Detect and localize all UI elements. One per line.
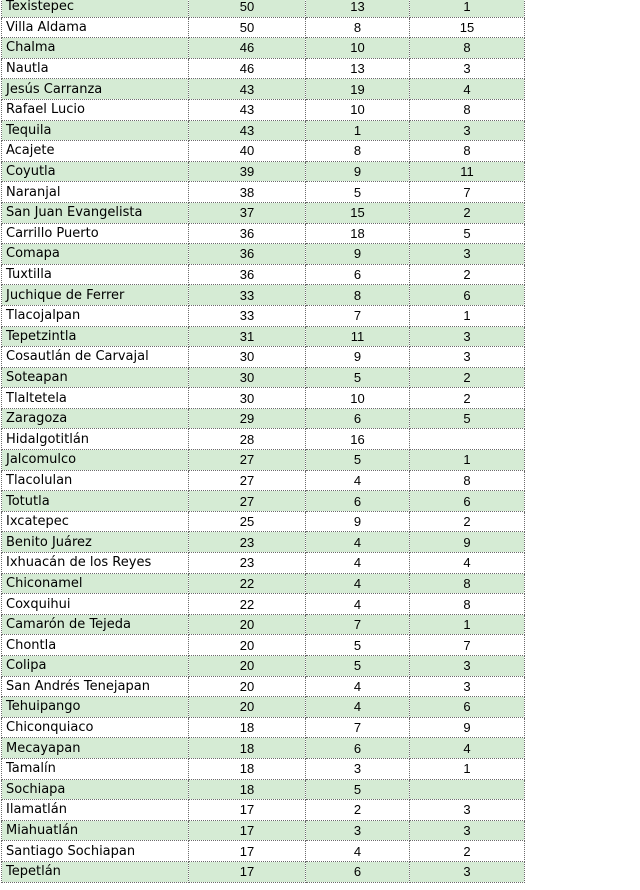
table-row bbox=[2, 367, 525, 388]
value-column-1-cell: 46 bbox=[189, 38, 306, 59]
value-column-2-cell: 13 bbox=[306, 58, 410, 79]
value-column-2-cell: 9 bbox=[306, 347, 410, 368]
table-row bbox=[2, 202, 525, 223]
table-row bbox=[2, 573, 525, 594]
value-column-1-cell: 43 bbox=[189, 99, 306, 120]
table-row bbox=[2, 861, 525, 882]
value-column-3-cell: 4 bbox=[410, 79, 525, 100]
value-column-1-cell: 43 bbox=[189, 120, 306, 141]
value-column-2-cell: 4 bbox=[306, 697, 410, 718]
value-column-1-cell: 50 bbox=[189, 0, 306, 17]
value-column-1-cell: 20 bbox=[189, 656, 306, 677]
value-column-2-cell: 6 bbox=[306, 408, 410, 429]
value-column-1-cell: 28 bbox=[189, 429, 306, 450]
municipality-name-cell: Colipa bbox=[2, 656, 189, 677]
value-column-2-cell: 4 bbox=[306, 532, 410, 553]
value-column-1-cell: 36 bbox=[189, 244, 306, 265]
value-column-3-cell: 3 bbox=[410, 120, 525, 141]
value-column-1-cell: 23 bbox=[189, 532, 306, 553]
value-column-1-cell: 17 bbox=[189, 800, 306, 821]
value-column-2-cell: 7 bbox=[306, 305, 410, 326]
value-column-2-cell: 15 bbox=[306, 202, 410, 223]
value-column-2-cell: 5 bbox=[306, 182, 410, 203]
value-column-3-cell: 2 bbox=[410, 841, 525, 862]
municipality-name-cell: Chiconamel bbox=[2, 573, 189, 594]
value-column-2-cell: 9 bbox=[306, 244, 410, 265]
table-row bbox=[2, 717, 525, 738]
municipality-name-cell: Santiago Sochiapan bbox=[2, 841, 189, 862]
value-column-3-cell: 1 bbox=[410, 758, 525, 779]
value-column-1-cell: 17 bbox=[189, 861, 306, 882]
value-column-1-cell: 31 bbox=[189, 326, 306, 347]
value-column-3-cell: 5 bbox=[410, 408, 525, 429]
value-column-2-cell: 8 bbox=[306, 285, 410, 306]
table-row bbox=[2, 17, 525, 38]
municipality-name-cell: Ixcatepec bbox=[2, 511, 189, 532]
value-column-1-cell: 33 bbox=[189, 285, 306, 306]
table-row bbox=[2, 800, 525, 821]
value-column-3-cell: 2 bbox=[410, 388, 525, 409]
value-column-1-cell: 18 bbox=[189, 779, 306, 800]
value-column-1-cell: 29 bbox=[189, 408, 306, 429]
value-column-1-cell: 33 bbox=[189, 305, 306, 326]
municipality-name-cell: Naranjal bbox=[2, 182, 189, 203]
value-column-2-cell: 9 bbox=[306, 161, 410, 182]
municipality-name-cell: Tlacolulan bbox=[2, 470, 189, 491]
value-column-2-cell: 18 bbox=[306, 223, 410, 244]
value-column-1-cell: 18 bbox=[189, 717, 306, 738]
value-column-1-cell: 43 bbox=[189, 79, 306, 100]
value-column-2-cell: 4 bbox=[306, 594, 410, 615]
value-column-3-cell: 3 bbox=[410, 861, 525, 882]
value-column-2-cell: 4 bbox=[306, 573, 410, 594]
table-row bbox=[2, 429, 525, 450]
value-column-2-cell: 5 bbox=[306, 635, 410, 656]
value-column-2-cell: 7 bbox=[306, 717, 410, 738]
value-column-1-cell: 20 bbox=[189, 676, 306, 697]
municipality-name-cell: Cosautlán de Carvajal bbox=[2, 347, 189, 368]
table-row bbox=[2, 820, 525, 841]
table-row bbox=[2, 58, 525, 79]
municipality-name-cell: Zaragoza bbox=[2, 408, 189, 429]
value-column-3-cell: 2 bbox=[410, 367, 525, 388]
value-column-2-cell: 4 bbox=[306, 553, 410, 574]
municipality-name-cell: Rafael Lucio bbox=[2, 99, 189, 120]
table-row bbox=[2, 388, 525, 409]
table-row bbox=[2, 553, 525, 574]
value-column-2-cell: 5 bbox=[306, 450, 410, 471]
table-row bbox=[2, 264, 525, 285]
table-row bbox=[2, 120, 525, 141]
value-column-3-cell: 1 bbox=[410, 450, 525, 471]
municipality-name-cell: Chiconquiaco bbox=[2, 717, 189, 738]
municipality-name-cell: Tamalín bbox=[2, 758, 189, 779]
table-row bbox=[2, 841, 525, 862]
value-column-1-cell: 38 bbox=[189, 182, 306, 203]
value-column-2-cell: 6 bbox=[306, 861, 410, 882]
table-row bbox=[2, 532, 525, 553]
value-column-3-cell: 5 bbox=[410, 223, 525, 244]
municipality-name-cell: Totutla bbox=[2, 491, 189, 512]
value-column-3-cell: 8 bbox=[410, 594, 525, 615]
municipality-name-cell: Jesús Carranza bbox=[2, 79, 189, 100]
value-column-2-cell: 10 bbox=[306, 38, 410, 59]
value-column-3-cell bbox=[410, 429, 525, 450]
value-column-1-cell: 17 bbox=[189, 841, 306, 862]
value-column-3-cell: 1 bbox=[410, 614, 525, 635]
value-column-1-cell: 22 bbox=[189, 594, 306, 615]
table-body bbox=[2, 0, 525, 882]
value-column-3-cell: 3 bbox=[410, 326, 525, 347]
municipality-name-cell: Jalcomulco bbox=[2, 450, 189, 471]
value-column-2-cell: 3 bbox=[306, 820, 410, 841]
municipality-name-cell: Ixhuacán de los Reyes bbox=[2, 553, 189, 574]
value-column-3-cell: 6 bbox=[410, 491, 525, 512]
municipality-name-cell: Mecayapan bbox=[2, 738, 189, 759]
value-column-1-cell: 20 bbox=[189, 614, 306, 635]
value-column-2-cell: 5 bbox=[306, 367, 410, 388]
value-column-1-cell: 27 bbox=[189, 491, 306, 512]
table-row bbox=[2, 223, 525, 244]
value-column-1-cell: 50 bbox=[189, 17, 306, 38]
municipality-name-cell: Camarón de Tejeda bbox=[2, 614, 189, 635]
table-row bbox=[2, 635, 525, 656]
value-column-2-cell: 6 bbox=[306, 491, 410, 512]
table-row bbox=[2, 141, 525, 162]
value-column-3-cell: 3 bbox=[410, 347, 525, 368]
value-column-2-cell: 4 bbox=[306, 470, 410, 491]
value-column-3-cell: 1 bbox=[410, 0, 525, 17]
value-column-3-cell: 15 bbox=[410, 17, 525, 38]
municipality-name-cell: Tepetlán bbox=[2, 861, 189, 882]
value-column-3-cell: 4 bbox=[410, 738, 525, 759]
table-row bbox=[2, 305, 525, 326]
value-column-3-cell: 1 bbox=[410, 305, 525, 326]
value-column-3-cell: 9 bbox=[410, 532, 525, 553]
table-row bbox=[2, 347, 525, 368]
value-column-2-cell: 6 bbox=[306, 738, 410, 759]
value-column-1-cell: 36 bbox=[189, 264, 306, 285]
table-row bbox=[2, 614, 525, 635]
value-column-1-cell: 18 bbox=[189, 738, 306, 759]
table-row bbox=[2, 697, 525, 718]
municipality-name-cell: Benito Juárez bbox=[2, 532, 189, 553]
table-row bbox=[2, 79, 525, 100]
value-column-1-cell: 27 bbox=[189, 470, 306, 491]
value-column-3-cell: 7 bbox=[410, 182, 525, 203]
municipality-name-cell: Tequila bbox=[2, 120, 189, 141]
value-column-3-cell: 3 bbox=[410, 800, 525, 821]
table-row bbox=[2, 38, 525, 59]
value-column-3-cell: 6 bbox=[410, 285, 525, 306]
municipality-name-cell: Carrillo Puerto bbox=[2, 223, 189, 244]
value-column-3-cell: 9 bbox=[410, 717, 525, 738]
table-row bbox=[2, 0, 525, 17]
value-column-3-cell: 3 bbox=[410, 58, 525, 79]
municipality-name-cell: Juchique de Ferrer bbox=[2, 285, 189, 306]
value-column-1-cell: 23 bbox=[189, 553, 306, 574]
municipality-name-cell: Chontla bbox=[2, 635, 189, 656]
municipality-name-cell: Nautla bbox=[2, 58, 189, 79]
value-column-3-cell: 3 bbox=[410, 244, 525, 265]
municipality-name-cell: Sochiapa bbox=[2, 779, 189, 800]
value-column-3-cell: 2 bbox=[410, 264, 525, 285]
value-column-2-cell: 8 bbox=[306, 141, 410, 162]
municipality-name-cell: Coxquihui bbox=[2, 594, 189, 615]
value-column-2-cell: 8 bbox=[306, 17, 410, 38]
municipality-name-cell: Tepetzintla bbox=[2, 326, 189, 347]
table-row bbox=[2, 326, 525, 347]
municipality-name-cell: Tlacojalpan bbox=[2, 305, 189, 326]
value-column-3-cell: 3 bbox=[410, 676, 525, 697]
municipality-name-cell: Soteapan bbox=[2, 367, 189, 388]
value-column-2-cell: 9 bbox=[306, 511, 410, 532]
municipality-name-cell: San Andrés Tenejapan bbox=[2, 676, 189, 697]
table-row bbox=[2, 594, 525, 615]
municipality-name-cell: Ilamatlán bbox=[2, 800, 189, 821]
value-column-1-cell: 40 bbox=[189, 141, 306, 162]
value-column-1-cell: 22 bbox=[189, 573, 306, 594]
value-column-3-cell: 6 bbox=[410, 697, 525, 718]
table-row bbox=[2, 285, 525, 306]
value-column-1-cell: 37 bbox=[189, 202, 306, 223]
value-column-2-cell: 4 bbox=[306, 841, 410, 862]
municipality-name-cell: Miahuatlán bbox=[2, 820, 189, 841]
value-column-2-cell: 2 bbox=[306, 800, 410, 821]
value-column-3-cell: 7 bbox=[410, 635, 525, 656]
table-row bbox=[2, 656, 525, 677]
table-row bbox=[2, 161, 525, 182]
value-column-1-cell: 18 bbox=[189, 758, 306, 779]
value-column-3-cell: 8 bbox=[410, 141, 525, 162]
municipality-name-cell: Chalma bbox=[2, 38, 189, 59]
value-column-1-cell: 30 bbox=[189, 388, 306, 409]
value-column-3-cell: 8 bbox=[410, 38, 525, 59]
municipality-table bbox=[1, 0, 525, 883]
value-column-1-cell: 46 bbox=[189, 58, 306, 79]
value-column-1-cell: 25 bbox=[189, 511, 306, 532]
value-column-3-cell: 11 bbox=[410, 161, 525, 182]
value-column-3-cell: 8 bbox=[410, 99, 525, 120]
value-column-3-cell bbox=[410, 779, 525, 800]
table-row bbox=[2, 779, 525, 800]
value-column-2-cell: 16 bbox=[306, 429, 410, 450]
value-column-2-cell: 10 bbox=[306, 388, 410, 409]
value-column-3-cell: 2 bbox=[410, 511, 525, 532]
municipality-name-cell: San Juan Evangelista bbox=[2, 202, 189, 223]
table-row bbox=[2, 676, 525, 697]
table-row bbox=[2, 491, 525, 512]
table-row bbox=[2, 450, 525, 471]
value-column-2-cell: 19 bbox=[306, 79, 410, 100]
table-row bbox=[2, 738, 525, 759]
table-row bbox=[2, 408, 525, 429]
value-column-1-cell: 30 bbox=[189, 367, 306, 388]
table-row bbox=[2, 511, 525, 532]
value-column-2-cell: 6 bbox=[306, 264, 410, 285]
value-column-3-cell: 3 bbox=[410, 656, 525, 677]
value-column-2-cell: 11 bbox=[306, 326, 410, 347]
value-column-3-cell: 4 bbox=[410, 553, 525, 574]
municipality-name-cell: Villa Aldama bbox=[2, 17, 189, 38]
municipality-name-cell: Tlaltetela bbox=[2, 388, 189, 409]
table-row bbox=[2, 182, 525, 203]
value-column-1-cell: 20 bbox=[189, 697, 306, 718]
value-column-1-cell: 20 bbox=[189, 635, 306, 656]
municipality-name-cell: Coyutla bbox=[2, 161, 189, 182]
municipality-name-cell: Tehuipango bbox=[2, 697, 189, 718]
municipality-name-cell: Comapa bbox=[2, 244, 189, 265]
value-column-2-cell: 10 bbox=[306, 99, 410, 120]
value-column-2-cell: 5 bbox=[306, 656, 410, 677]
value-column-3-cell: 3 bbox=[410, 820, 525, 841]
value-column-3-cell: 8 bbox=[410, 573, 525, 594]
municipality-name-cell: Hidalgotitlán bbox=[2, 429, 189, 450]
value-column-2-cell: 5 bbox=[306, 779, 410, 800]
value-column-3-cell: 8 bbox=[410, 470, 525, 491]
value-column-1-cell: 36 bbox=[189, 223, 306, 244]
municipality-name-cell: Texistepec bbox=[2, 0, 189, 17]
value-column-2-cell: 3 bbox=[306, 758, 410, 779]
table-row bbox=[2, 758, 525, 779]
table-row bbox=[2, 99, 525, 120]
value-column-3-cell: 2 bbox=[410, 202, 525, 223]
municipality-name-cell: Tuxtilla bbox=[2, 264, 189, 285]
table-row bbox=[2, 244, 525, 265]
municipality-name-cell: Acajete bbox=[2, 141, 189, 162]
value-column-2-cell: 1 bbox=[306, 120, 410, 141]
value-column-2-cell: 13 bbox=[306, 0, 410, 17]
value-column-1-cell: 30 bbox=[189, 347, 306, 368]
value-column-1-cell: 17 bbox=[189, 820, 306, 841]
value-column-1-cell: 27 bbox=[189, 450, 306, 471]
value-column-2-cell: 4 bbox=[306, 676, 410, 697]
value-column-2-cell: 7 bbox=[306, 614, 410, 635]
table-row bbox=[2, 470, 525, 491]
value-column-1-cell: 39 bbox=[189, 161, 306, 182]
